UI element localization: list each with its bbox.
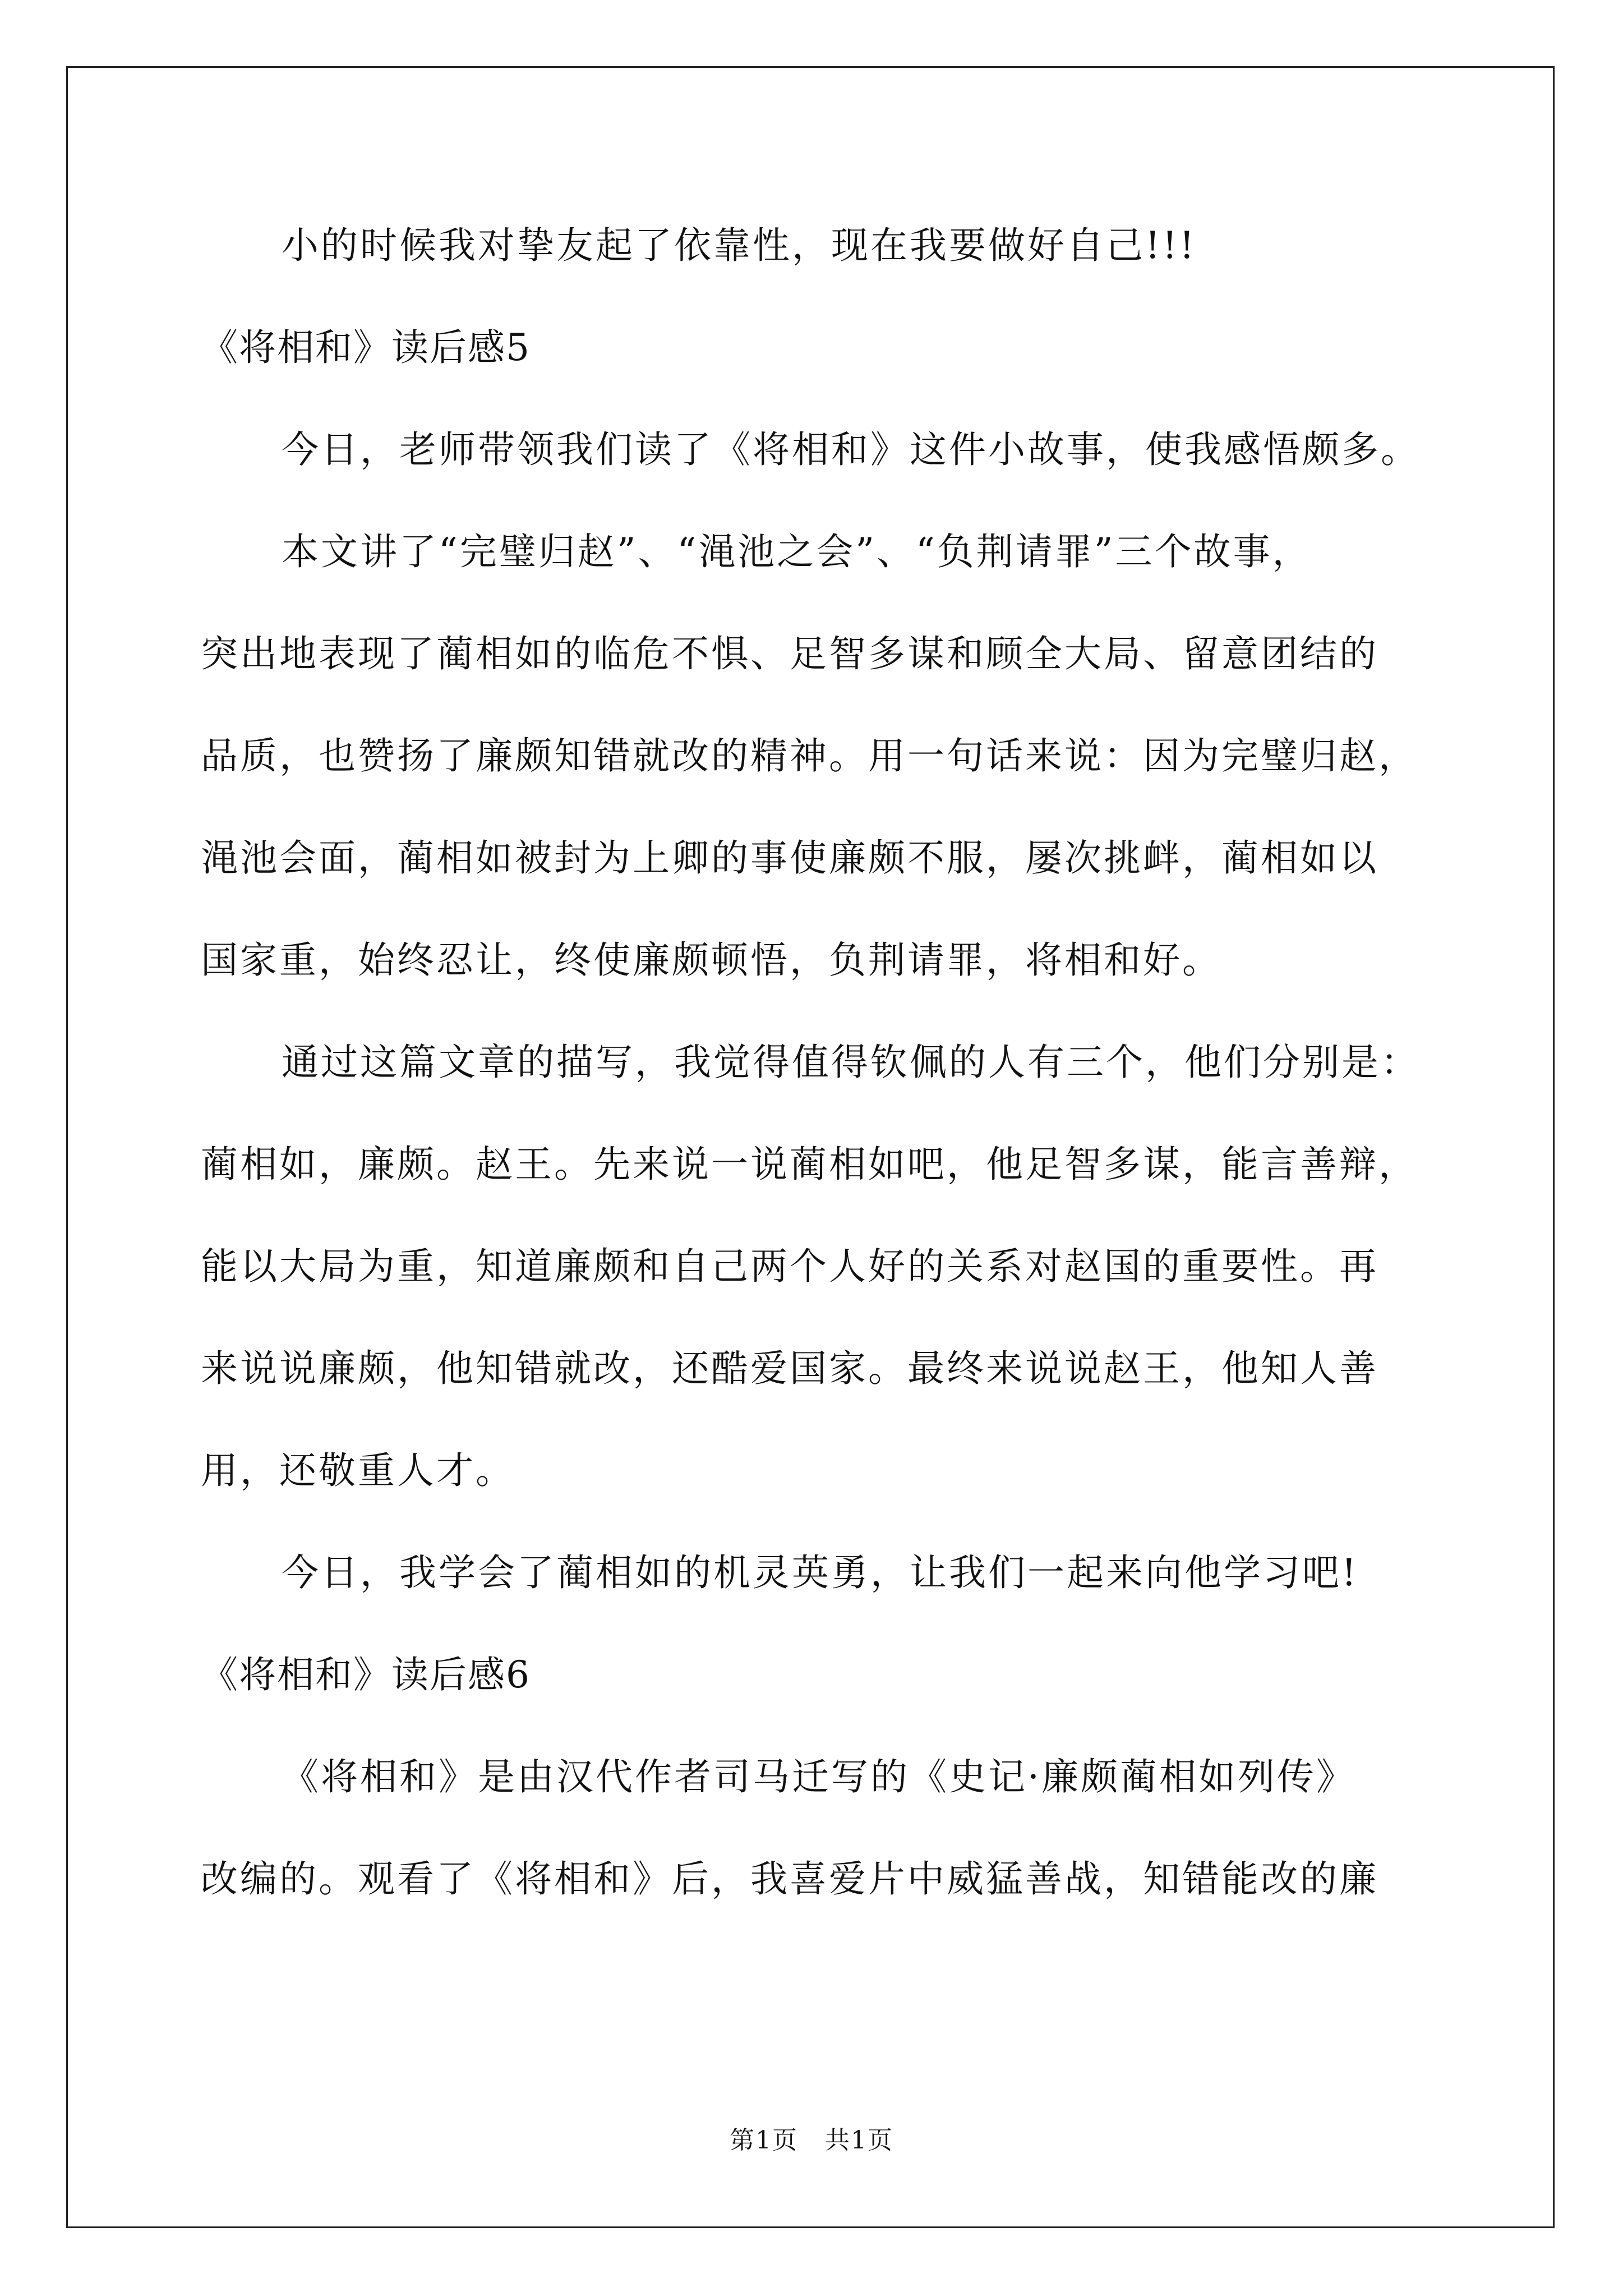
page-footer — [0, 2124, 1623, 2157]
paragraph-line: 蔺相如，廉颇。赵王。先来说一说蔺相如吧，他足智多谋，能言善辩， — [201, 1143, 1418, 1186]
paragraph-line: 今日，老师带领我们读了《将相和》这件小故事，使我感悟颇多。 — [282, 428, 1420, 471]
page-number: 第1页 共1页 — [730, 2126, 893, 2155]
document-body — [201, 219, 1429, 1906]
essay-heading: 《将相和》读后感6 — [201, 1653, 531, 1696]
paragraph-line: 本文讲了“完璧归赵”、“渑池之会”、“负荆请罪”三个故事， — [282, 530, 1312, 573]
paragraph-line: 通过这篇文章的描写，我觉得值得钦佩的人有三个，他们分别是： — [282, 1041, 1420, 1084]
paragraph-line: 国家重，始终忍让，终使廉颇顿悟，负荆请罪，将相和好。 — [201, 938, 1221, 982]
paragraph-line: 《将相和》是由汉代作者司马迁写的《史记·廉颇蔺相如列传》 — [282, 1755, 1355, 1798]
paragraph-line: 小的时候我对挚友起了依靠性，现在我要做好自己!!! — [282, 224, 1197, 267]
paragraph-line: 突出地表现了蔺相如的临危不惧、足智多谋和顾全大局、留意团结的 — [201, 632, 1378, 675]
paragraph-line: 用，还敬重人才。 — [201, 1449, 515, 1492]
paragraph-line: 渑池会面，蔺相如被封为上卿的事使廉颇不服，屡次挑衅，蔺相如以 — [201, 836, 1378, 880]
paragraph-line: 改编的。观看了《将相和》后，我喜爱片中威猛善战，知错能改的廉 — [201, 1857, 1378, 1901]
essay-heading: 《将相和》读后感5 — [201, 326, 531, 369]
paragraph-line: 品质，也赞扬了廉颇知错就改的精神。用一句话来说：因为完璧归赵， — [201, 734, 1418, 777]
paragraph-line: 今日，我学会了蔺相如的机灵英勇，让我们一起来向他学习吧! — [282, 1551, 1359, 1594]
paragraph-line: 来说说廉颇，他知错就改，还酷爱国家。最终来说说赵王，他知人善 — [201, 1347, 1378, 1390]
paragraph-line: 能以大局为重，知道廉颇和自己两个人好的关系对赵国的重要性。再 — [201, 1245, 1378, 1288]
